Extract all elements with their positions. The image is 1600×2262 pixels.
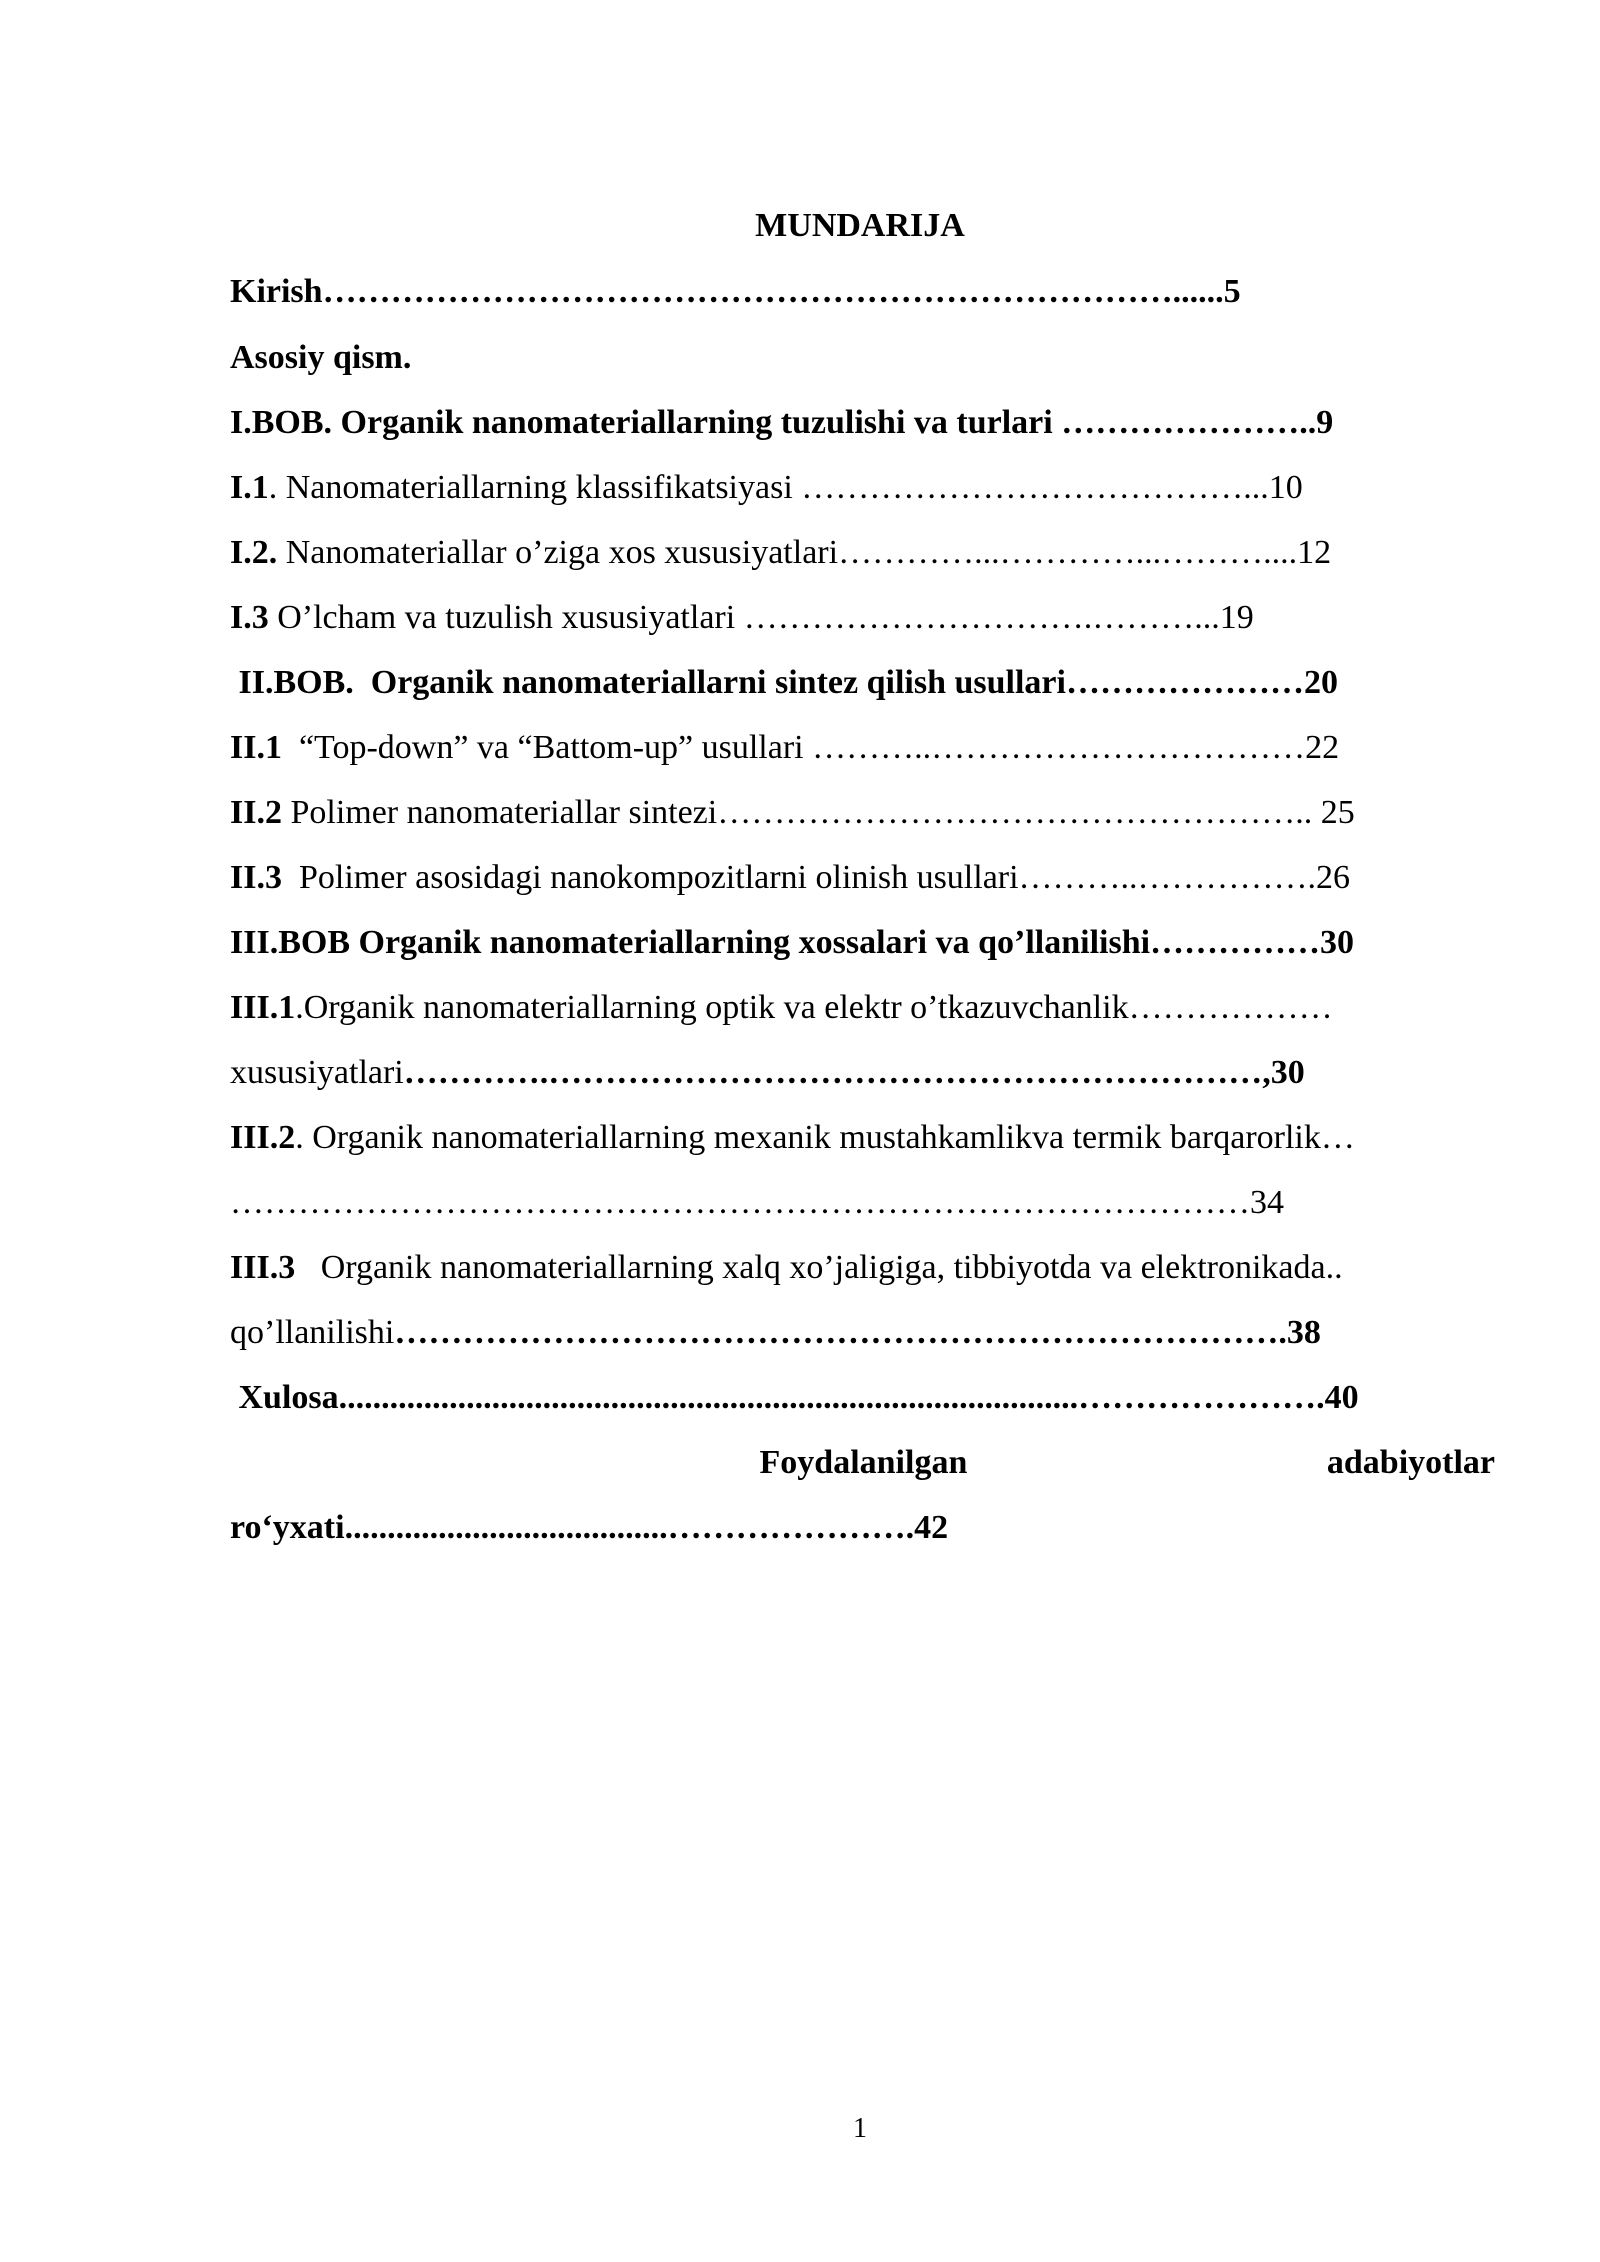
toc-entry-text: qo’llanilishi [230, 1314, 395, 1351]
toc-page-number: .9 [1307, 404, 1334, 441]
toc-entry-bibliography-continued [230, 1508, 948, 1548]
page-number: 1 [853, 2113, 867, 2144]
toc-page-number: 40 [1324, 1379, 1359, 1416]
toc-entry-section-3-3-continued [230, 1313, 1321, 1353]
toc-leader: ………..…………………………… [812, 729, 1306, 766]
toc-entry-number: II.2 [230, 794, 282, 831]
toc-entry-bibliography [230, 1443, 1495, 1483]
toc-entry-number: I.1 [230, 469, 269, 506]
toc-entry-text: Organik nanomateriallarning xalq xo’jaligiga, tibbiyotda va elektronikada.. [295, 1249, 1343, 1286]
toc-leader: …………………………………... [801, 469, 1269, 506]
toc-entry-section-1-1 [230, 468, 1303, 508]
toc-page-number: 26 [1316, 859, 1351, 896]
toc-leader: … [1320, 1119, 1355, 1156]
toc-entry-number: III.3 [230, 1249, 296, 1286]
toc-entry-number: III.BOB [230, 924, 350, 961]
toc-leader: ……………………………………………………………………. [394, 1314, 1287, 1351]
toc-entry-asosiy-qism [230, 338, 411, 378]
toc-entry-section-2-1 [230, 728, 1339, 768]
spacer [230, 1443, 400, 1483]
toc-entry-section-3-2 [230, 1118, 1355, 1158]
toc-entry-section-3-1 [230, 988, 1333, 1028]
toc-page-number: 38 [1286, 1314, 1321, 1351]
toc-leader: ………..……………. [1018, 859, 1317, 896]
toc-leader: .......................................................................................…………………. [338, 1379, 1325, 1416]
toc-entry-text: Organik nanomateriallarni sintez qilish usullari [353, 664, 1066, 701]
toc-entry-section-2-2 [230, 793, 1355, 833]
toc-leader: …………………. [1061, 404, 1308, 441]
toc-entry-text: Polimer asosidagi nanokompozitlarni olinish usullari [281, 859, 1019, 896]
page-title: MUNDARIJA [755, 207, 965, 244]
toc-leader: …………… [1150, 924, 1321, 961]
toc-leader: ......................................…………………. [344, 1509, 915, 1546]
toc-page-number: 42 [914, 1509, 949, 1546]
toc-entry-text: Xulosa [230, 1379, 339, 1416]
toc-page-number: 20 [1303, 664, 1338, 701]
toc-entry-text: . Nanomateriallarning klassifikatsiyasi [268, 469, 802, 506]
toc-entry-text: Asosiy qism. [230, 339, 412, 376]
toc-page-number: 25 [1312, 794, 1355, 831]
toc-entry-chapter-3 [230, 923, 1354, 963]
toc-entry-text: Kirish [230, 273, 323, 310]
toc-leader: …………...…………...……….... [838, 534, 1298, 571]
toc-leader: ……………………………………………………………………………… [230, 1184, 1250, 1221]
toc-leader: ………….………………………………………………………, [403, 1054, 1271, 1091]
toc-entry-xulosa [230, 1378, 1359, 1418]
toc-entry-number: II.1 [230, 729, 282, 766]
toc-entry-text: “Top-down” va “Battom-up” usullari [281, 729, 813, 766]
toc-entry-text: ro‘yxati [230, 1509, 345, 1546]
toc-entry-text: . Organik nanomateriallarning mexanik mustahkamlikva termik barqarorlik [295, 1119, 1321, 1156]
toc-entry-section-2-3 [230, 858, 1350, 898]
toc-entry-text: Nanomateriallar o’ziga xos xususiyatlari [277, 534, 839, 571]
bibliography-word-1: Foydalanilgan [759, 1444, 968, 1481]
toc-entry-text: O’lcham va tuzulish xususiyatlari [268, 599, 744, 636]
toc-page-number: 34 [1250, 1184, 1284, 1221]
toc-page-number: 22 [1305, 729, 1340, 766]
toc-entry-section-3-3 [230, 1248, 1343, 1288]
toc-entry-text: Organik nanomateriallarning xossalari va qo’llanilishi [350, 924, 1151, 961]
toc-page-number: 10 [1268, 469, 1303, 506]
toc-entry-kirish [230, 272, 1241, 312]
toc-entry-section-1-3 [230, 598, 1254, 638]
toc-entry-text: .Organik nanomateriallarning optik va elektr o’tkazuvchanlik [295, 989, 1129, 1026]
toc-leader: ……………… [1128, 989, 1333, 1026]
toc-entry-chapter-2 [230, 663, 1338, 703]
toc-entry-number: III.1 [230, 989, 296, 1026]
toc-entry-number: II.3 [230, 859, 282, 896]
toc-page-number: 5 [1223, 273, 1241, 310]
toc-page-number: 12 [1297, 534, 1332, 571]
toc-leader: …………………………………………….. [717, 794, 1313, 831]
toc-leader: ………………………….………... [743, 599, 1220, 636]
toc-entry-number: I.2. [230, 534, 278, 571]
toc-entry-number: III.2 [230, 1119, 296, 1156]
toc-entry-section-3-1-continued [230, 1053, 1305, 1093]
toc-leader: ………………… [1065, 664, 1304, 701]
toc-page-number: 30 [1320, 924, 1355, 961]
bibliography-word-2: adabiyotlar [1326, 1444, 1495, 1481]
toc-page-number: 30 [1270, 1054, 1305, 1091]
toc-entry-text: xususiyatlari [230, 1054, 404, 1091]
toc-entry-number: II.BOB. [230, 664, 354, 701]
toc-entry-text: Polimer nanomateriallar sintezi [281, 794, 718, 831]
toc-entry-text: Organik nanomateriallarning tuzulishi va turlari [332, 404, 1062, 441]
toc-entry-section-1-2 [230, 533, 1331, 573]
toc-entry-number: I.3 [230, 599, 269, 636]
toc-entry-number: I.BOB. [230, 404, 333, 441]
toc-leader: …………………………………………………………………...... [322, 273, 1224, 310]
toc-entry-section-3-2-continued [230, 1183, 1284, 1223]
toc-page-number: 19 [1219, 599, 1254, 636]
toc-entry-chapter-1 [230, 403, 1333, 443]
